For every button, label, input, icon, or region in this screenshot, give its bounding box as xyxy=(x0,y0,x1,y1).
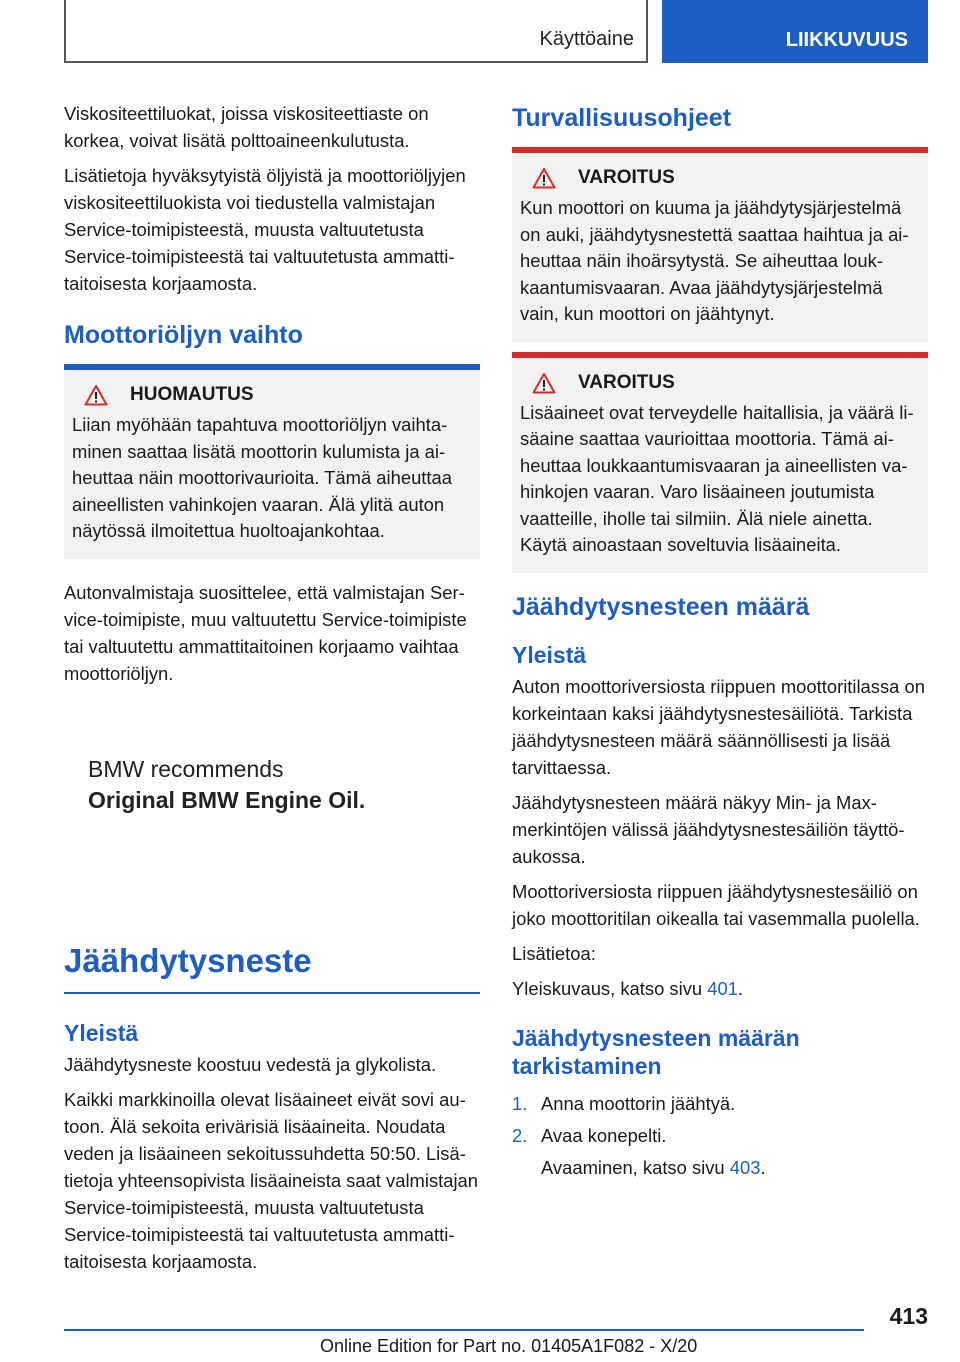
heading-rule xyxy=(64,992,480,994)
warning-title xyxy=(520,167,920,189)
warning-text: Kun moottori on kuuma ja jäähdytysjärjestelmä on auki, jäähdytysnestettä saattaa haihtua ja aiheuttaa näin ihoärsytystä. Se aiheuttaa loukkaantumisvaaran. Avaa jäähdytysjärjestelmä vain, kun moottori on jäähtynyt. xyxy=(520,197,909,324)
warning-triangle-icon xyxy=(532,167,556,189)
step-number: 2. xyxy=(512,1124,528,1146)
notice-title xyxy=(72,384,472,406)
warning-title-text: VAROITUS xyxy=(578,167,675,188)
bmw-oil-advertisement xyxy=(88,754,365,816)
page-link-401[interactable]: 401 xyxy=(707,977,738,999)
step-number: 1. xyxy=(512,1092,528,1114)
footer-rule xyxy=(64,1329,864,1331)
footer-edition: Online Edition for Part no. 01405A1F082 - X/20 xyxy=(320,1336,698,1356)
warning-text: Lisäaineet ovat terveydelle haitallisia, ja väärä lisäaine saattaa vaurioittaa moottoria. Tämä aiheuttaa loukkaantumisvaaran ja aineellisten vahinkojen vaaran. Varo lisäaineen joutumista vaatteille, iholle tai silmiin. Älä niele ainetta. Käytä ainoastaan soveltuvia lisäaineita. xyxy=(520,401,914,555)
paragraph: Kaikki markkinoilla olevat lisäaineet eivät sovi autoon. Älä sekoita erivärisiä lisäaineita. Noudata veden ja lisäaineen sekoitussuhdetta 50:50. Lisätietoja yhteensopivista lisäaineista saat valmistajan Service-toimipisteestä, muusta valtuutetusta Service-toimipisteestä tai valtuutetusta ammattitaitoisesta korjaamosta. xyxy=(64,1089,479,1272)
paragraph: Jäähdytysnesteen määrä näkyy Min- ja Max-merkintöjen välissä jäähdytysnestesäiliön täyttöaukossa. xyxy=(512,791,905,867)
notice-box xyxy=(64,370,480,559)
section-heading-coolant-amount: Jäähdytysnesteen määrä xyxy=(512,592,810,621)
reference-text: Avaaminen, katso sivu xyxy=(541,1156,730,1178)
subheading-general: Yleistä xyxy=(512,641,587,668)
steps-list xyxy=(512,1090,928,1149)
reference-text: Yleiskuvaus, katso sivu xyxy=(512,977,708,999)
warning-triangle-icon xyxy=(532,372,556,394)
step-text: Anna moottorin jäähtyä. xyxy=(541,1092,736,1114)
step-text: Avaa konepelti. xyxy=(541,1124,667,1146)
chapter-heading-coolant: Jäähdytysneste xyxy=(64,942,312,979)
paragraph: Lisätietoja hyväksytyistä öljyistä ja moottoriöljyjen viskositeettiluokista voi tiedustella valmistajan Service-toimipisteestä, muusta valtuutetusta Service-toimipisteestä tai valtuutetusta ammattitaitoisesta korjaamosta. xyxy=(64,165,466,294)
warning-box-2 xyxy=(512,358,928,573)
paragraph-with-link: Yleiskuvaus, katso sivu 401. xyxy=(512,977,744,999)
paragraph: Jäähdytysneste koostuu vedestä ja glykolista. xyxy=(64,1054,437,1075)
paragraph: Autonvalmistaja suosittelee, että valmistajan Service-toimipiste, muu valtuutettu Service-toimipiste tai valtuutettu ammattitaitoinen korjaamo vaihtaa moottoriöljyn. xyxy=(64,581,467,684)
section-heading-safety: Turvallisuusohjeet xyxy=(512,104,732,132)
page-number: 413 xyxy=(889,1303,928,1329)
ad-line-1: BMW recommends xyxy=(88,756,284,782)
subheading-general: Yleistä xyxy=(64,1020,139,1046)
warning-triangle-icon xyxy=(84,384,108,406)
right-column xyxy=(512,100,928,1181)
notice-title-text: HUOMAUTUS xyxy=(130,384,254,405)
warning-title-text: VAROITUS xyxy=(578,371,675,393)
header-chapter-tab[interactable]: LIIKKUVUUS xyxy=(662,0,928,63)
header-section-title: Käyttöaine xyxy=(539,28,634,50)
left-column-lower xyxy=(64,942,480,1283)
paragraph: Auton moottoriversiosta riippuen moottoritilassa on korkeintaan kaksi jäähdytysnestesäiliötä. Tarkista jäähdytysnesteen määrä säännöllisesti ja lisää tarvittaessa. xyxy=(512,675,925,778)
page-link-403[interactable]: 403 xyxy=(729,1156,761,1178)
list-item xyxy=(512,1090,928,1117)
paragraph: Moottoriversiosta riippuen jäähdytysnestesäiliö on joko moottoritilan oikealla tai vasemmalla puolella. xyxy=(512,880,920,929)
paragraph: Viskositeettiluokat, joissa viskositeettiaste on korkea, voivat lisätä polttoaineenkulutusta. xyxy=(64,103,429,151)
paragraph: Lisätietoa: xyxy=(512,942,596,964)
ad-line-2: Original BMW Engine Oil. xyxy=(88,787,366,813)
step-sub-reference: Avaaminen, katso sivu 403. xyxy=(541,1156,766,1178)
warning-box-1 xyxy=(512,153,928,342)
warning-title xyxy=(520,372,920,394)
subheading-check-amount: Jäähdytysnesteen määrän tarkistaminen xyxy=(512,1024,800,1079)
notice-text: Liian myöhään tapahtuva moottoriöljyn vaihtaminen saattaa lisätä moottorin kulumista ja aiheuttaa näin moottorivaurioita. Tämä aiheuttaa aineellisten vahinkojen vaaran. Älä ylitä auton näytössä ilmoitettua huoltoajankohtaa. xyxy=(72,414,452,541)
list-item xyxy=(512,1122,928,1149)
left-column xyxy=(64,100,480,695)
section-heading-oil-change: Moottoriöljyn vaihto xyxy=(64,321,303,349)
